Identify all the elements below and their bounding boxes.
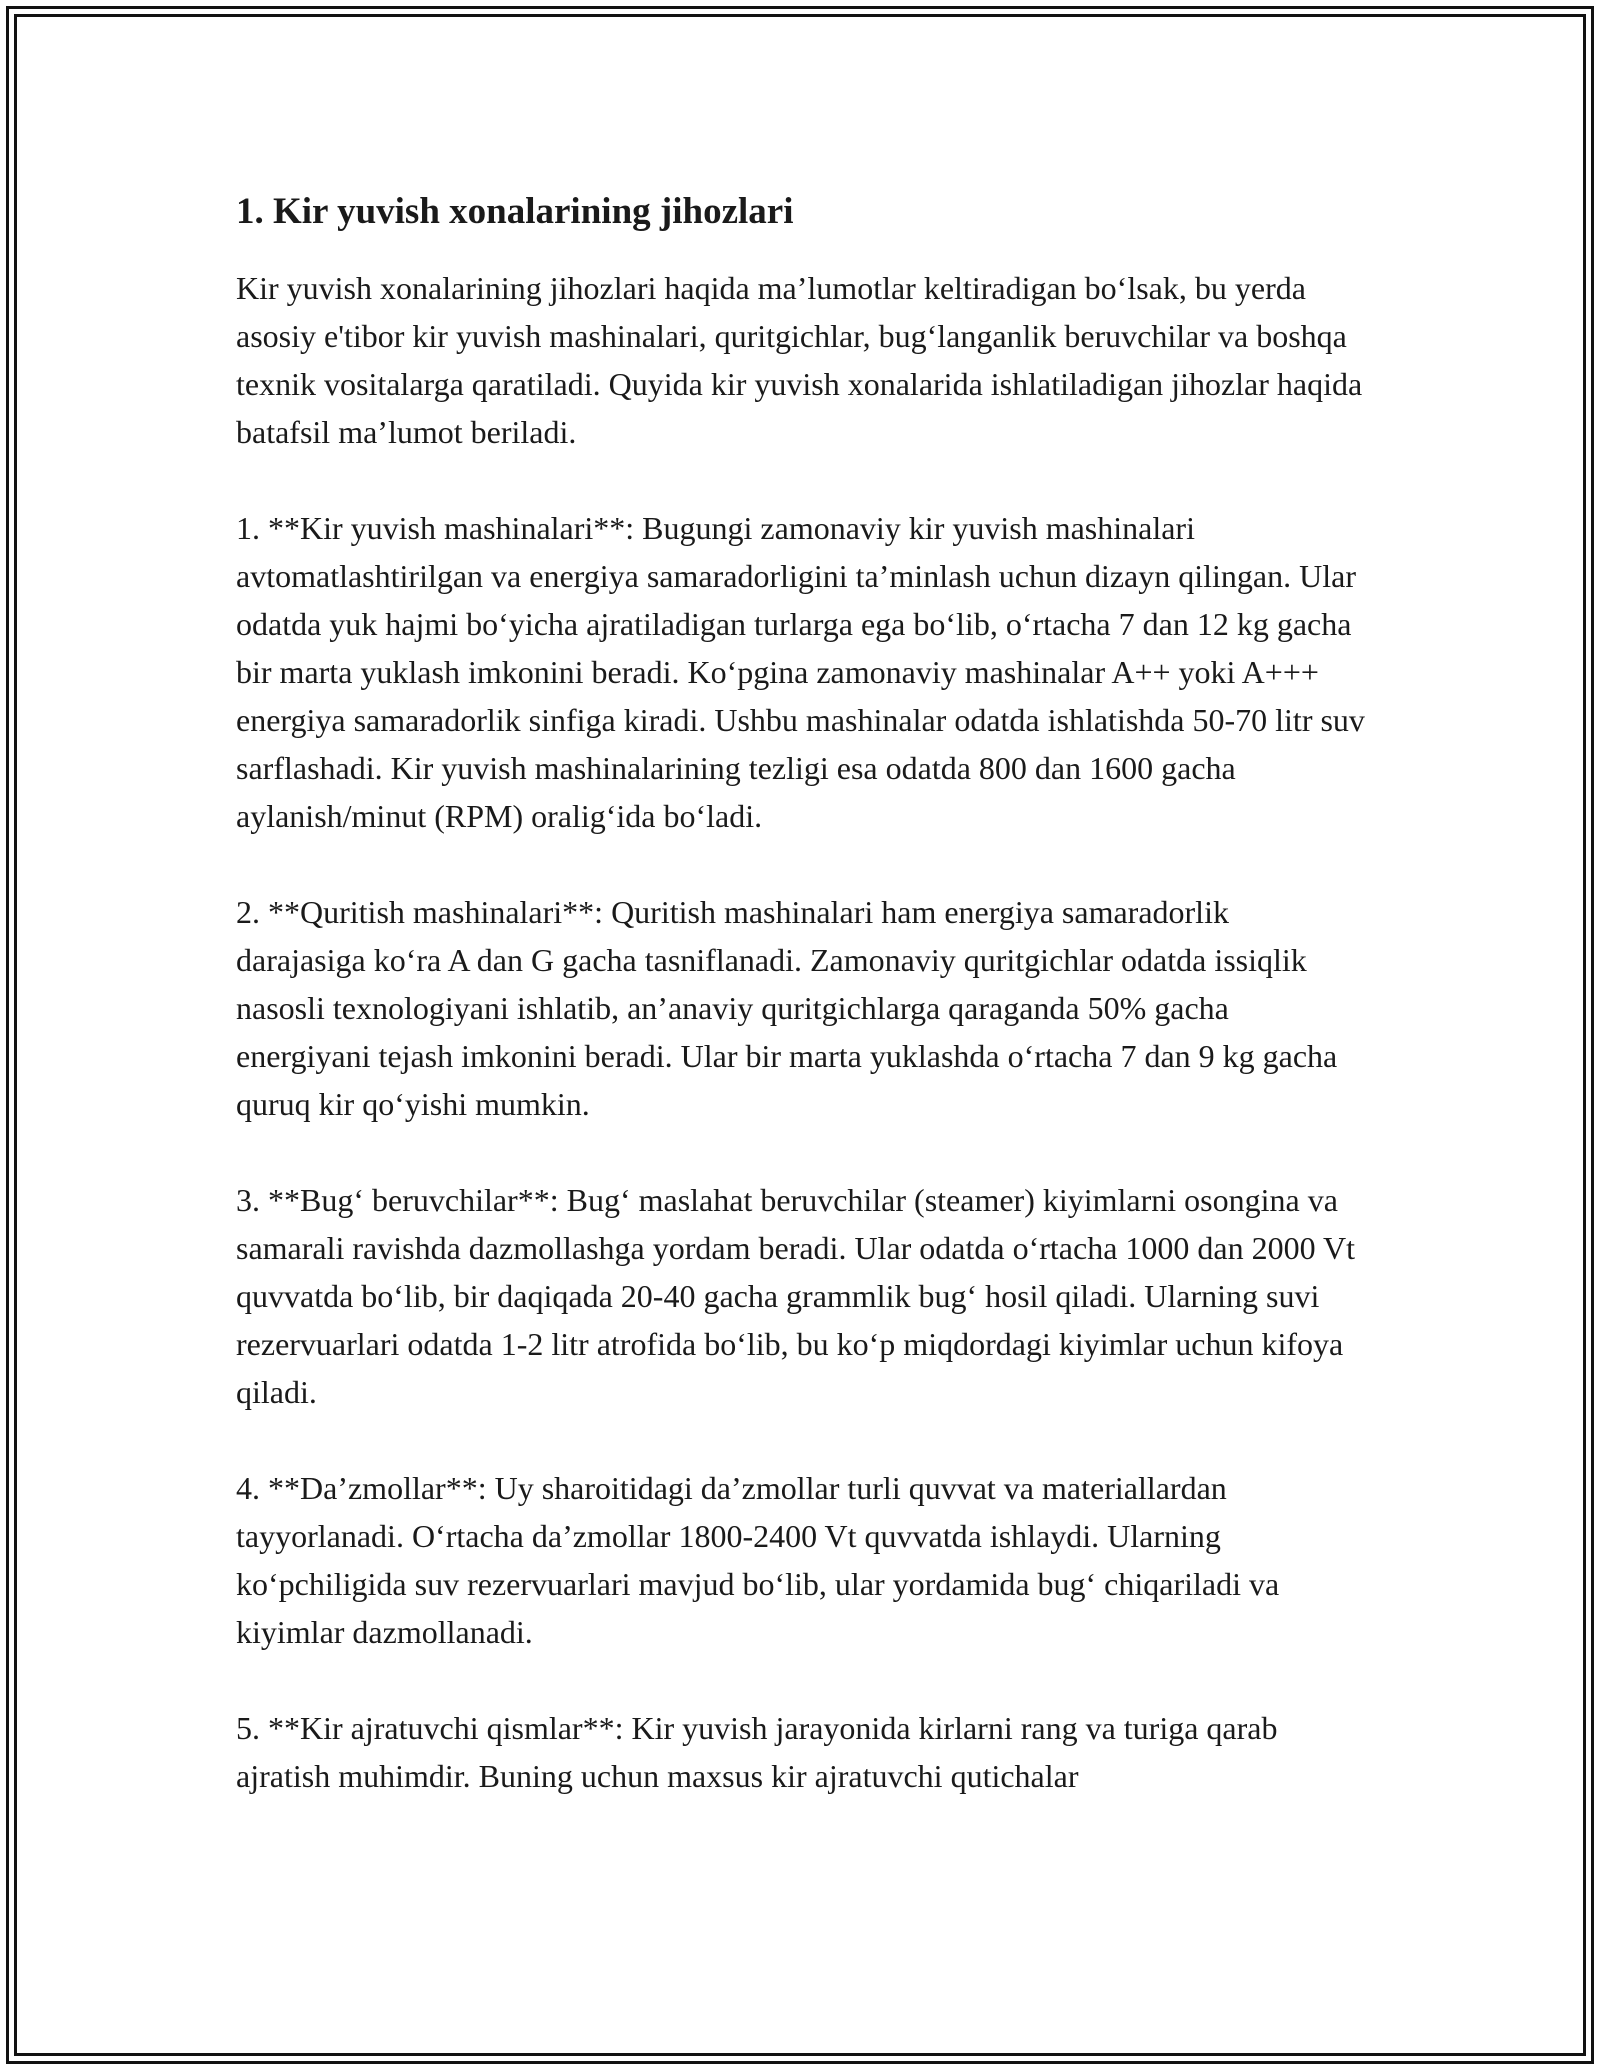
paragraph-sorting-parts: 5. **Kir ajratuvchi qismlar**: Kir yuvish jarayonida kirlarni rang va turiga qarab ajratish muhimdir. Buning uchun maxsus kir ajratuvchi qutichalar xyxy=(236,1710,1278,1795)
paragraph-steamers: 3. **Bug‘ beruvchilar**: Bug‘ maslahat beruvchilar (steamer) kiyimlarni osongina va samarali ravishda dazmollashga yordam beradi. Ular odatda o‘rtacha 1000 dan 2000 Vt quvvatda bo‘lib, bir daqiqada 20-40 gacha grammlik bug‘ hosil qiladi. Ularning suvi rezervuarlari odatda 1-2 litr atrofida bo‘lib, bu ko‘p miqdordagi kiyimlar uchun kifoya qiladi. xyxy=(236,1182,1356,1411)
document-body xyxy=(236,188,1366,1848)
paragraph-dryers: 2. **Quritish mashinalari**: Quritish mashinalari ham energiya samaradorlik darajasiga ko‘ra A dan G gacha tasniflanadi. Zamonaviy quritgichlar odatda issiqlik nasosli texnologiyani ishlatib, an’anaviy quritgichlarga qaraganda 50% gacha energiyani tejash imkonini beradi. Ular bir marta yuklashda o‘rtacha 7 dan 9 kg gacha quruq kir qo‘yishi mumkin. xyxy=(236,894,1338,1123)
intro-paragraph: Kir yuvish xonalarining jihozlari haqida ma’lumotlar keltiradigan bo‘lsak, bu yerda asosiy e'tibor kir yuvish mashinalari, quritgichlar, bug‘langanlik beruvchilar va boshqa texnik vositalarga qaratiladi. Quyida kir yuvish xonalarida ishlatiladigan jihozlar haqida batafsil ma’lumot beriladi. xyxy=(236,270,1363,451)
paragraph-irons: 4. **Da’zmollar**: Uy sharoitidagi da’zmollar turli quvvat va materiallardan tayyorlanadi. O‘rtacha da’zmollar 1800-2400 Vt quvvatda ishlaydi. Ularning ko‘pchiligida suv rezervuarlari mavjud bo‘lib, ular yordamida bug‘ chiqariladi va kiyimlar dazmollanadi. xyxy=(236,1470,1280,1651)
section-heading: 1. Kir yuvish xonalarining jihozlari xyxy=(236,191,794,232)
paragraph-washing-machines: 1. **Kir yuvish mashinalari**: Bugungi zamonaviy kir yuvish mashinalari avtomatlashtirilgan va energiya samaradorligini ta’minlash uchun dizayn qilingan. Ular odatda yuk hajmi bo‘yicha ajratiladigan turlarga ega bo‘lib, o‘rtacha 7 dan 12 kg gacha bir marta yuklash imkonini beradi. Ko‘pgina zamonaviy mashinalar A++ yoki A+++ energiya samaradorlik sinfiga kiradi. Ushbu mashinalar odatda ishlatishda 50-70 litr suv sarflashadi. Kir yuvish mashinalarining tezligi esa odatda 800 dan 1600 gacha aylanish/minut (RPM) oralig‘ida bo‘ladi. xyxy=(236,510,1365,835)
